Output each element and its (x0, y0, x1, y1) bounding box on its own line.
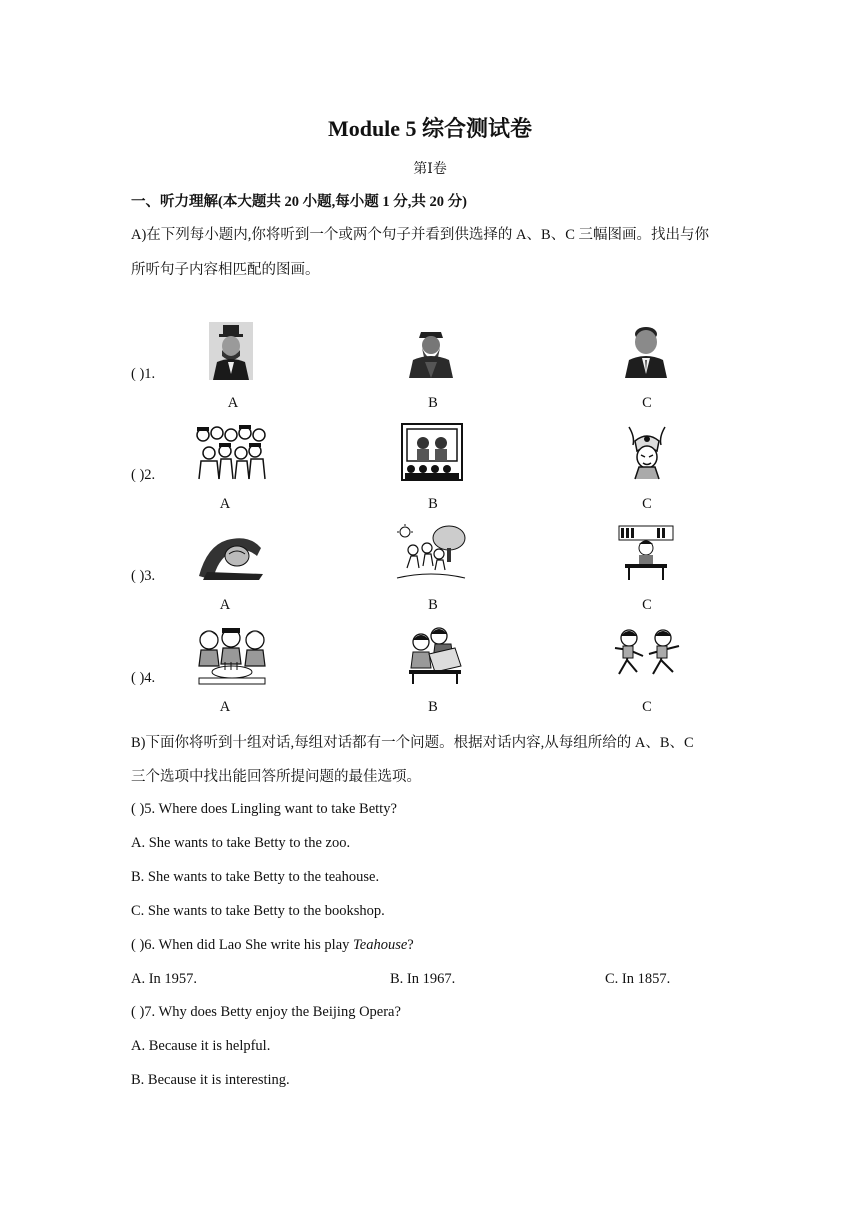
q4-picture-b (405, 626, 463, 686)
q6-option-c: C. In 1857. (605, 971, 671, 987)
q1-option-a: A (227, 395, 239, 411)
q7-option-b: B. Because it is interesting. (131, 1072, 290, 1088)
q4-picture-a (193, 626, 271, 686)
q3-picture-b (395, 524, 467, 582)
q3-option-a: A (219, 597, 231, 613)
question-1-label: ( )1. (131, 366, 156, 382)
q5-option-a: A. She wants to take Betty to the zoo. (131, 835, 351, 851)
q2-picture-c (621, 423, 673, 481)
question-2-label: ( )2. (131, 467, 156, 483)
q2-option-b: B (428, 496, 438, 512)
q3-picture-a (197, 526, 265, 582)
q3-picture-c (617, 524, 675, 582)
question-4-label: ( )4. (131, 670, 156, 686)
q6-stem-suffix: ? (407, 937, 414, 953)
partB-intro-line1: B)下面你将听到十组对话,每组对话都有一个问题。根据对话内容,从每组所给的 A、B、C (131, 735, 694, 751)
q1-option-c: C (642, 395, 652, 411)
q1-picture-c (621, 322, 671, 378)
q4-option-a: A (219, 699, 231, 715)
q1-picture-b (407, 322, 455, 378)
partA-intro-line2: 所听句子内容相匹配的图画。 (131, 262, 320, 278)
q3-option-c: C (642, 597, 652, 613)
partB-intro-line2: 三个选项中找出能回答所提问题的最佳选项。 (131, 769, 421, 785)
q6-play-title: Teahouse (353, 937, 408, 953)
q4-option-b: B (428, 699, 438, 715)
question-6-stem (131, 937, 414, 954)
q6-stem-prefix: ( )6. When did Lao She write his play (131, 937, 354, 953)
q2-picture-a (193, 423, 269, 481)
q5-option-b: B. She wants to take Betty to the teahouse. (131, 869, 380, 885)
question-7-stem: ( )7. Why does Betty enjoy the Beijing Opera? (131, 1004, 401, 1020)
paper-subtitle: 第Ⅰ卷 (413, 162, 447, 177)
q4-picture-c (607, 626, 687, 682)
section-heading-listening: 一、听力理解(本大题共 20 小题,每小题 1 分,共 20 分) (131, 194, 467, 210)
q2-picture-b (401, 423, 463, 481)
partA-intro-line1: A)在下列每小题内,你将听到一个或两个句子并看到供选择的 A、B、C 三幅图画。找出与你 (131, 227, 709, 243)
question-3-label: ( )3. (131, 568, 156, 584)
q5-option-c: C. She wants to take Betty to the bookshop. (131, 903, 385, 919)
q6-option-b: B. In 1967. (390, 971, 456, 987)
q2-option-c: C (642, 496, 652, 512)
q2-option-a: A (219, 496, 231, 512)
q7-option-a: A. Because it is helpful. (131, 1038, 271, 1054)
q4-option-c: C (642, 699, 652, 715)
q1-picture-a (209, 322, 253, 380)
q6-option-a: A. In 1957. (131, 971, 198, 987)
page-title: Module 5 综合测试卷 (327, 116, 533, 141)
question-5-stem: ( )5. Where does Lingling want to take Betty? (131, 801, 397, 817)
q3-option-b: B (428, 597, 438, 613)
q1-option-b: B (428, 395, 438, 411)
